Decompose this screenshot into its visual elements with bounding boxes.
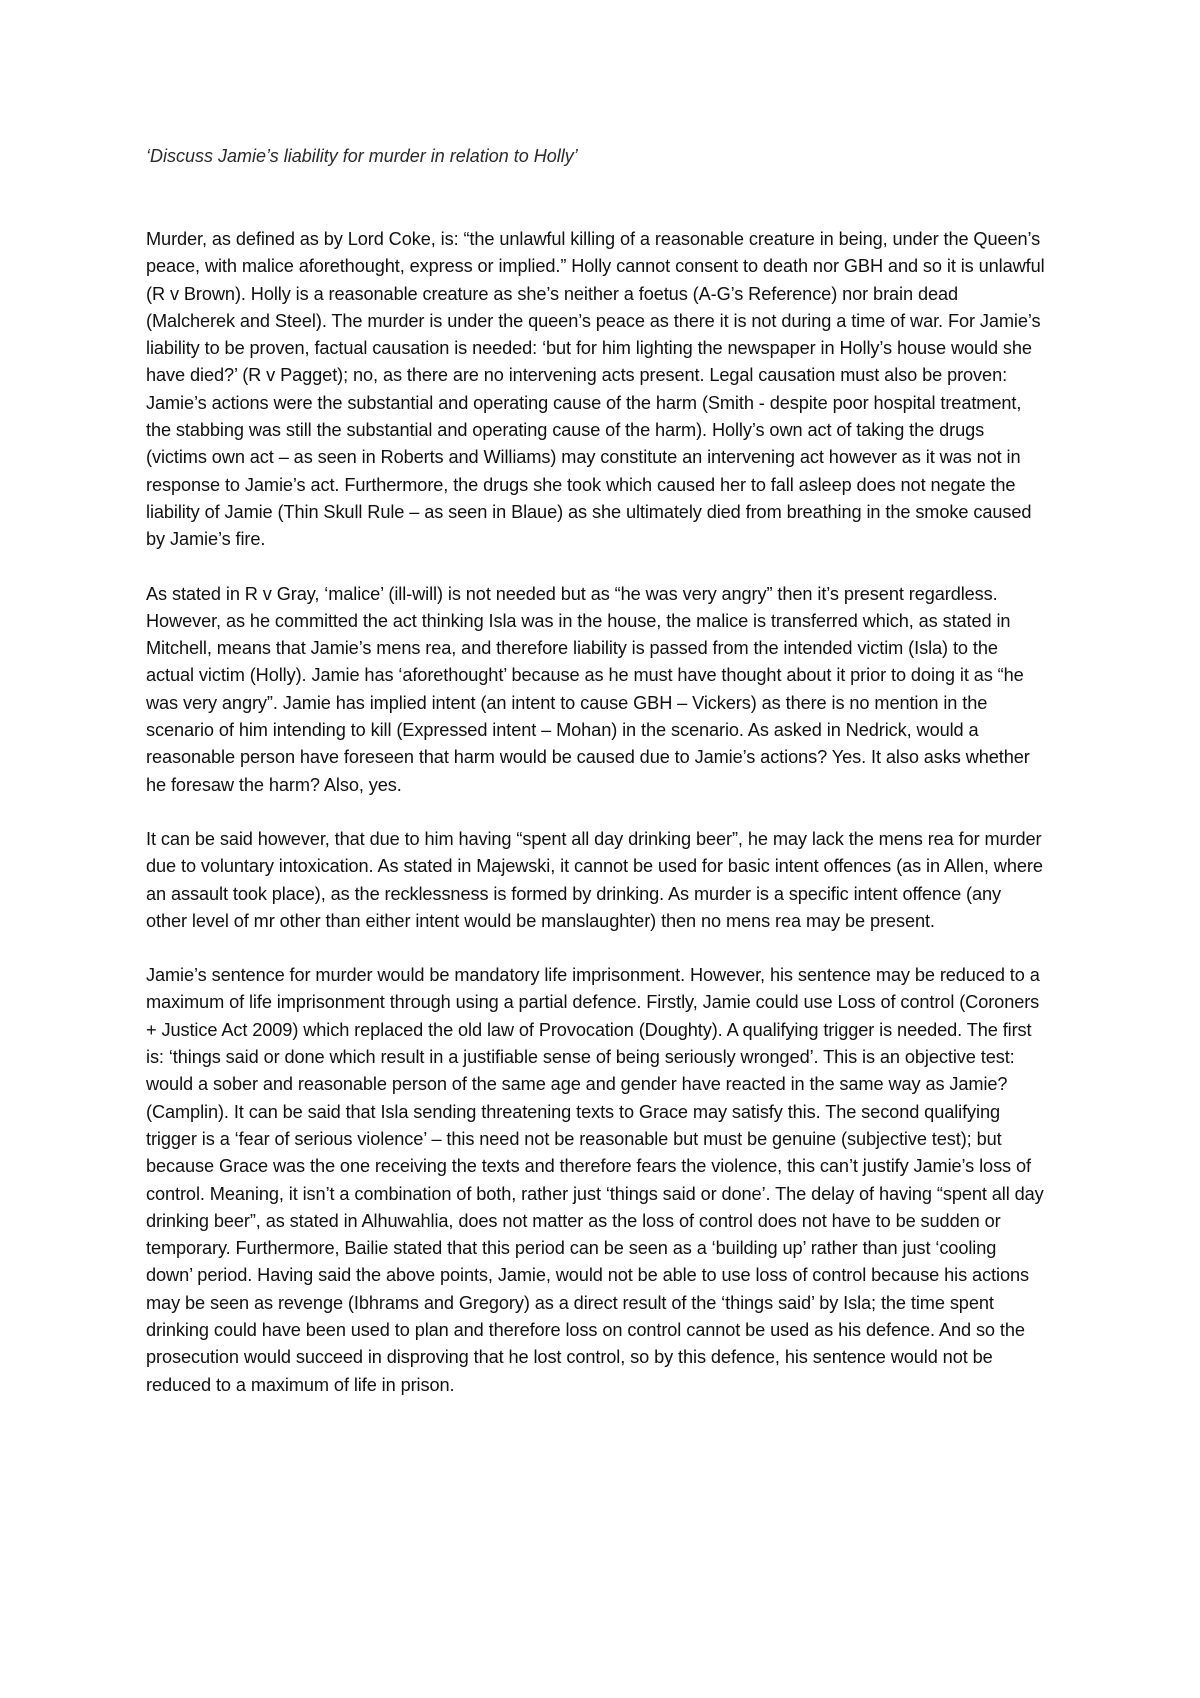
- document-body: [146, 143, 1046, 1426]
- paragraph-loss-of-control: Jamie’s sentence for murder would be mandatory life imprisonment. However, his sentence may be reduced to a maximum of life imprisonment through using a partial defence. Firstly, Jamie could use Loss of control (Coroners + Justice Act 2009) which replaced the old law of Provocation (Doughty). A qualifying trigger is needed. The first is: ‘things said or done which result in a justifiable sense of being seriously wronged’. This is an objective test: would a sober and reasonable person of the same age and gender have reacted in the same way as Jamie? (Camplin). It can be said that Isla sending threatening texts to Grace may satisfy this. The second qualifying trigger is a ‘fear of serious violence’ – this need not be reasonable but must be genuine (subjective test); but because Grace was the one receiving the texts and therefore fears the violence, this can’t justify Jamie’s loss of control. Meaning, it isn’t a combination of both, rather just ‘things said or done’. The delay of having “spent all day drinking beer”, as stated in Alhuwahlia, does not matter as the loss of control does not have to be sudden or temporary. Furthermore, Bailie stated that this period can be seen as a ‘building up’ rather than just ‘cooling down’ period. Having said the above points, Jamie, would not be able to use loss of control because his actions may be seen as revenge (Ibhrams and Gregory) as a direct result of the ‘things said’ by Isla; the time spent drinking could have been used to plan and therefore loss on control cannot be used as his defence. And so the prosecution would succeed in disproving that he lost control, so by this defence, his sentence would not be reduced to a maximum of life in prison.: [146, 965, 1044, 1395]
- paragraph-intoxication: It can be said however, that due to him having “spent all day drinking beer”, he may lack the mens rea for murder due to voluntary intoxication. As stated in Majewski, it cannot be used for basic intent offences (as in Allen, where an assault took place), as the recklessness is formed by drinking. As murder is a specific intent offence (any other level of mr other than either intent would be manslaughter) then no mens rea may be present.: [146, 828, 1043, 931]
- paragraph-murder-definition-causation: Murder, as defined as by Lord Coke, is: “the unlawful killing of a reasonable creature in being, under the Queen’s peace, with malice aforethought, express or implied.” Holly cannot consent to death nor GBH and so it is unlawful (R v Brown). Holly is a reasonable creature as she’s neither a foetus (A-G’s Reference) nor brain dead (Malcherek and Steel). The murder is under the queen’s peace as there it is not during a time of war. For Jamie’s liability to be proven, factual causation is needed: ‘but for him lighting the newspaper in Holly’s house would she have died?’ (R v Pagget); no, as there are no intervening acts present. Legal causation must also be proven: Jamie’s actions were the substantial and operating cause of the harm (Smith - despite poor hospital treatment, the stabbing was still the substantial and operating cause of the harm). Holly’s own act of taking the drugs (victims own act – as seen in Roberts and Williams) may constitute an intervening act however as it was not in response to Jamie’s act. Furthermore, the drugs she took which caused her to fall asleep does not negate the liability of Jamie (Thin Skull Rule – as seen in Blaue) as she ultimately died from breathing in the smoke caused by Jamie’s fire.: [146, 229, 1045, 550]
- paragraph-malice-intent: As stated in R v Gray, ‘malice’ (ill-will) is not needed but as “he was very angry” then it’s present regardless. However, as he committed the act thinking Isla was in the house, the malice is transferred which, as stated in Mitchell, means that Jamie’s mens rea, and therefore liability is passed from the intended victim (Isla) to the actual victim (Holly). Jamie has ‘aforethought’ because as he must have thought about it prior to doing it as “he was very angry”. Jamie has implied intent (an intent to cause GBH – Vickers) as there is no mention in the scenario of him intending to kill (Expressed intent – Mohan) in the scenario. As asked in Nedrick, would a reasonable person have foreseen that harm would be caused due to Jamie’s actions? Yes. It also asks whether he foresaw the harm? Also, yes.: [146, 583, 1030, 795]
- essay-question-title: ‘Discuss Jamie’s liability for murder in relation to Holly’: [146, 146, 578, 166]
